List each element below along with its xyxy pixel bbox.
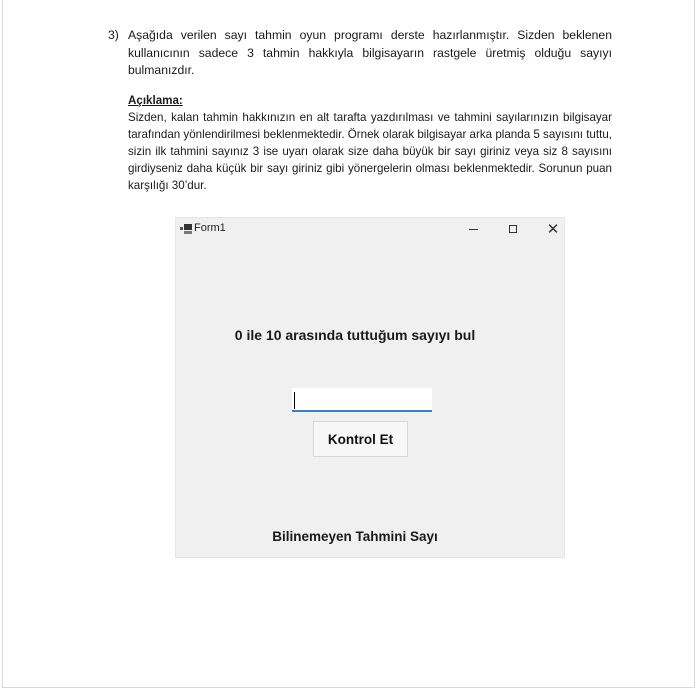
prompt-label: 0 ile 10 arasında tuttuğum sayıyı bul — [234, 327, 476, 343]
explanation-block — [128, 92, 612, 194]
text-caret — [294, 392, 295, 409]
form-window — [176, 218, 564, 557]
minimize-button[interactable] — [460, 220, 486, 238]
maximize-button[interactable] — [500, 220, 526, 238]
explanation-body: Sizden, kalan tahmin hakkınızın en alt tarafta yazdırılması ve tahmini sayılarınızın bilgisayar tarafından yönlendirilmesi beklenmektedir. Örnek olarak bilgisayar arka planda 5 sayısını tuttu, sizin ilk tahmini sayınız 3 ise uyarı olarak size daha büyük bir sayı giriniz veya siz 8 sayısını girdiyseniz daha küçük bir sayı giriniz gibi yönergelerin olması beklenmektedir. Sorunun puan karşılığı 30’dur. — [128, 111, 612, 192]
question-block — [108, 27, 612, 80]
explanation-title: Açıklama: — [128, 94, 183, 107]
check-button[interactable]: Kontrol Et — [313, 421, 408, 457]
status-label: Bilinemeyen Tahmini Sayı — [272, 529, 438, 544]
form-title: Form1 — [194, 222, 226, 234]
minimize-icon — [469, 229, 478, 230]
close-button[interactable] — [540, 220, 566, 238]
question-text: Aşağıda verilen sayı tahmin oyun programı derste hazırlanmıştır. Sizden beklenen kullanıcının sadece 3 tahmin hakkıyla bilgisayarın rastgele üretmiş olduğu sayıyı bulmanızdır. — [128, 28, 612, 77]
form-app-icon — [180, 224, 192, 234]
question-number: 3) — [108, 28, 119, 42]
guess-input[interactable] — [292, 388, 432, 412]
title-bar[interactable] — [176, 218, 564, 240]
close-icon: ✕ — [546, 219, 560, 238]
maximize-icon — [509, 225, 517, 233]
